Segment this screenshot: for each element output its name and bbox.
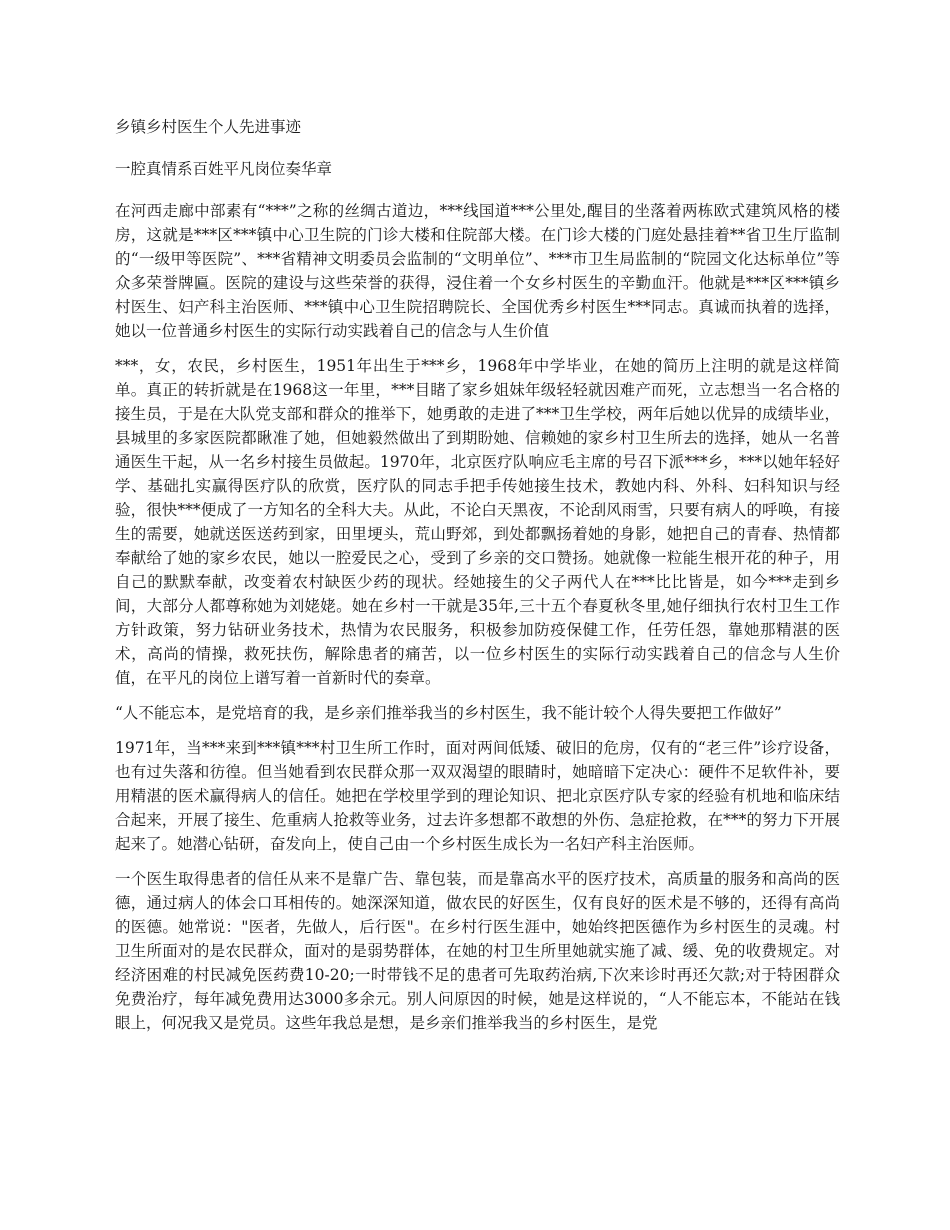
document-page	[115, 115, 840, 1046]
paragraph-biography: ***，女，农民，乡村医生，1951年出生于***乡，1968年中学毕业，在她的简历上注明的就是这样简单。真正的转折就是在1968这一年里，***目睹了家乡姐妹年级轻轻就因难产而死，立志想当一名合格的接生员，于是在大队党支部和群众的推举下，她勇敢的走进了***卫生学校，两年后她以优异的成绩毕业，县城里的多家医院都瞅准了她，但她毅然做出了到期盼她、信赖她的家乡村卫生所去的选择，她从一名普通医生干起，从一名乡村接生员做起。1970年，北京医疗队响应毛主席的号召下派***乡，***以她年轻好学、基础扎实赢得医疗队的欣赏，医疗队的同志手把手传她接生技术，教她内科、外科、妇科知识与经验，很快***便成了一方知名的全科大夫。从此，不论白天黑夜，不论刮风雨雪，只要有病人的呼唤，有接生的需要，她就送医送药到家，田里埂头，荒山野郊，到处都飘扬着她的身影，她把自己的青春、热情都奉献给了她的家乡农民，她以一腔爱民之心，受到了乡亲的交口赞扬。她就像一粒能生根开花的种子，用自己的默默奉献，改变着农村缺医少药的现状。经她接生的父子两代人在***比比皆是，如今***走到乡间，大部分人都尊称她为刘姥姥。她在乡村一干就是35年,三十五个春夏秋冬里,她仔细执行农村卫生工作方针政策，努力钻研业务技术，热情为农民服务，积极参加防疫保健工作，任劳任怨，靠她那精湛的医术，高尚的情操，救死扶伤，解除患者的痛苦，以一位乡村医生的实际行动实践着自己的信念与人生价值，在平凡的岗位上谱写着一首新时代的奏章。	[115, 357, 840, 687]
document-title: 乡镇乡村医生个人先进事迹	[115, 118, 302, 136]
paragraph-1971: 1971年，当***来到***镇***村卫生所工作时，面对两间低矮、破旧的危房，仅有的“老三件”诊疗设备，也有过失落和彷徨。但当她看到农民群众那一双双渴望的眼睛时，她暗暗下定决心：硬件不足软件补，要用精湛的医术赢得病人的信任。她把在学校里学到的理论知识、把北京医疗队专家的经验有机地和临床结合起来，开展了接生、危重病人抢救等业务，过去许多想都不敢想的外伤、急症抢救，在***的努力下开展起来了。她潜心钻研，奋发向上，使自己由一个乡村医生成长为一名妇产科主治医师。	[115, 739, 840, 853]
paragraph-quote: “人不能忘本，是党培育的我，是乡亲们推举我当的乡村医生，我不能计较个人得失要把工作做好”	[115, 704, 782, 722]
paragraph-ethics: 一个医生取得患者的信任从来不是靠广告、靠包装，而是靠高水平的医疗技术，高质量的服务和高尚的医德，通过病人的体会口耳相传的。她深深知道，做农民的好医生，仅有良好的医术是不够的，还得有高尚的医德。她常说："医者，先做人，后行医"。在乡村行医生涯中，她始终把医德作为乡村医生的灵魂。村卫生所面对的是农民群众，面对的是弱势群体，在她的村卫生所里她就实施了减、缓、免的收费规定。对经济困难的村民减免医药费10-20;一时带钱不足的患者可先取药治病,下次来诊时再还欠款;对于特困群众免费治疗，每年减免费用达3000多余元。别人问原因的时候，她是这样说的，“人不能忘本，不能站在钱眼上，何况我又是党员。这些年我总是想，是乡亲们推举我当的乡村医生，是党	[115, 870, 840, 1032]
document-subtitle: 一腔真情系百姓平凡岗位奏华章	[115, 160, 333, 178]
paragraph-intro: 在河西走廊中部素有“***”之称的丝绸古道边，***线国道***公里处,醒目的坐落着两栋欧式建筑风格的楼房，这就是***区***镇中心卫生院的门诊大楼和住院部大楼。在门诊大楼的门庭处悬挂着**省卫生厅监制的“一级甲等医院”、***省精神文明委员会监制的“文明单位”、***市卫生局监制的“院园文化达标单位”等众多荣誉牌匾。医院的建设与这些荣誉的获得，浸住着一个女乡村医生的辛勤血汗。他就是***区***镇乡村医生、妇产科主治医师、***镇中心卫生院招聘院长、全国优秀乡村医生***同志。真诚而执着的选择，她以一位普通乡村医生的实际行动实践着自己的信念与人生价值	[115, 202, 840, 340]
